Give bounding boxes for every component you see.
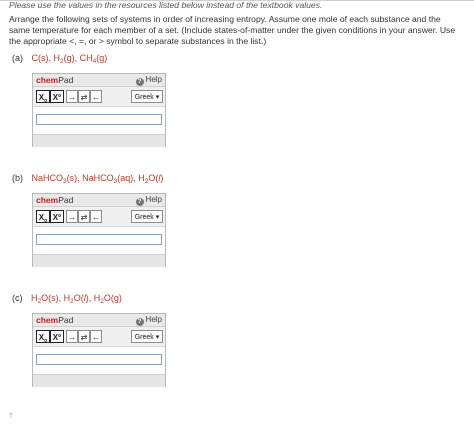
subscript-button[interactable]: $X_o$ [36,210,50,223]
part-c-letter: (c) [12,293,23,303]
answer-input[interactable] [36,114,162,125]
equilibrium-arrow-button[interactable]: ⇄ [78,90,90,103]
chempad-footer [33,374,165,387]
help-button[interactable]: ? Help [136,75,162,86]
chempad-footer [33,134,165,147]
reaction-arrow-button[interactable]: → [66,210,78,223]
help-icon: ? [136,78,144,86]
equilibrium-arrow-button[interactable]: ⇄ [78,210,90,223]
answer-input[interactable] [36,354,162,365]
chempad-input-area [33,227,165,254]
reaction-arrow-button[interactable]: → [66,90,78,103]
greek-dropdown[interactable]: Greek ▾ [131,330,163,343]
chempad-header [33,74,165,87]
chempad-c [32,313,166,387]
footnote-mark: † [9,413,13,420]
part-b-letter: (b) [12,173,23,183]
chempad-b [32,193,166,267]
part-a-formula: C(s), $H_2(g)$, $CH_4(g)$ [31,53,108,65]
chempad-toolbar [33,327,165,346]
equilibrium-arrow-button[interactable]: ⇄ [78,330,90,343]
help-button[interactable]: ? Help [136,195,162,206]
superscript-button[interactable]: $X^o$ [50,330,64,343]
chempad-input-area [33,107,165,134]
chempad-input-area [33,347,165,374]
part-c-formula: $H_2O(s)$, $H_2O(l)$, $H_2O(g)$ [31,293,122,305]
help-button[interactable]: ? Help [136,315,162,326]
help-icon: ? [136,318,144,326]
chempad-a [32,73,166,147]
reverse-arrow-button[interactable]: ← [90,210,102,223]
part-a-letter: (a) [12,53,23,63]
resources-note: Please use the values in the resources listed below instead of the textbook values. [9,0,323,10]
subscript-button[interactable]: $X_o$ [36,330,50,343]
part-a-label [12,53,107,63]
reaction-arrow-button[interactable]: → [66,330,78,343]
chempad-footer [33,254,165,267]
help-icon: ? [136,198,144,206]
chempad-title: chemPad [36,75,74,85]
question-instructions: Arrange the following sets of systems in order of increasing entropy. Assume one mole of each substance and the same temperature for each member of a set. (Include states-of-matter under the given conditions in your answer. Use the appropriate <, =, or > symbol to separate substances in the list.) [9,14,456,46]
chempad-title: chemPad [36,315,74,325]
superscript-button[interactable]: $X^o$ [50,210,64,223]
chempad-toolbar [33,207,165,226]
part-c-label [12,293,122,303]
greek-dropdown[interactable]: Greek ▾ [131,210,163,223]
chempad-header [33,194,165,207]
part-b-formula: NaHCO$_3$(s), NaHCO$_3$(aq), $H_2O(l)$ [31,173,164,185]
chempad-title: chemPad [36,195,74,205]
part-b-label [12,173,163,183]
reverse-arrow-button[interactable]: ← [90,90,102,103]
superscript-button[interactable]: $X^o$ [50,90,64,103]
answer-input[interactable] [36,234,162,245]
greek-dropdown[interactable]: Greek ▾ [131,90,163,103]
chempad-toolbar [33,87,165,106]
reverse-arrow-button[interactable]: ← [90,330,102,343]
chempad-header [33,314,165,327]
subscript-button[interactable]: $X_o$ [36,90,50,103]
